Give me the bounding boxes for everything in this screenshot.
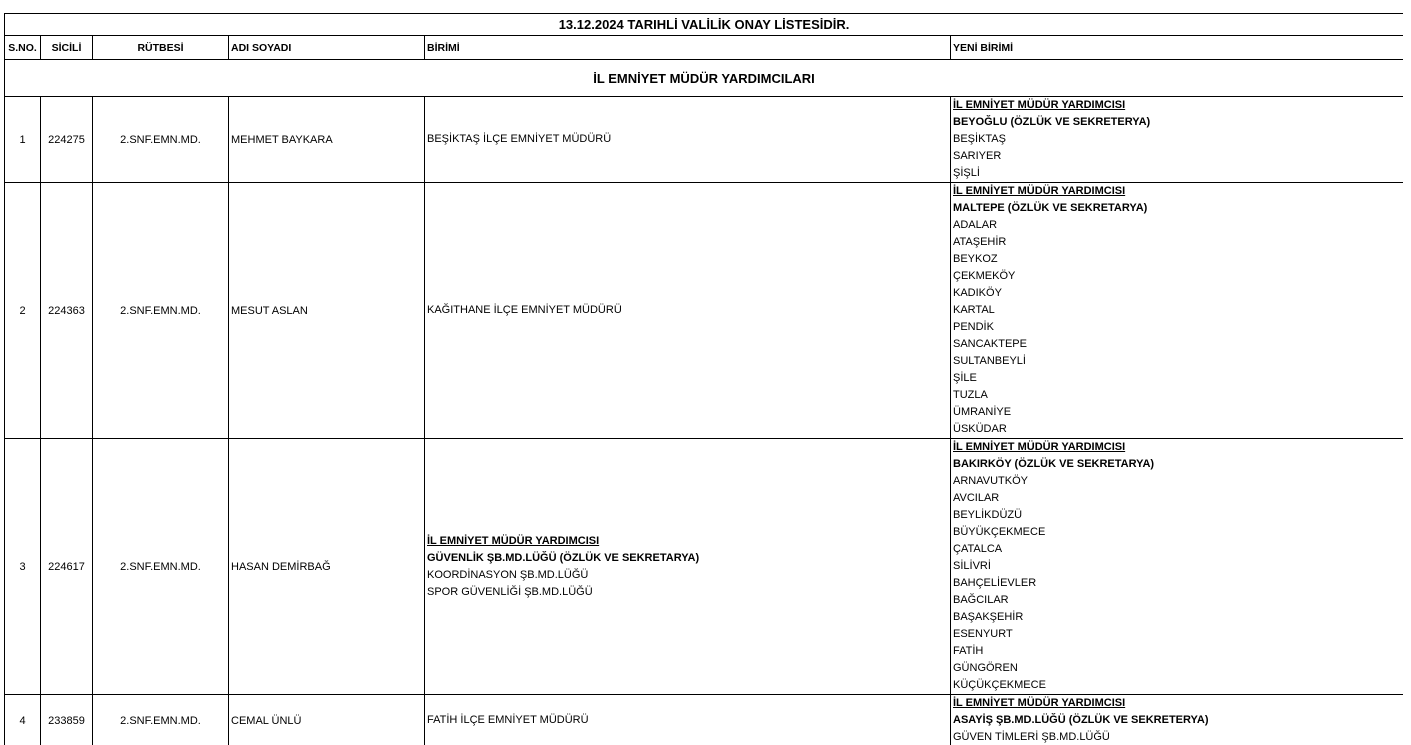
table-row — [5, 439, 1404, 695]
birim-line: KAĞITHANE İLÇE EMNİYET MÜDÜRÜ — [427, 304, 622, 316]
yeni-birim-line: ARNAVUTKÖY — [953, 475, 1028, 487]
yeni-birim-cell — [951, 97, 1404, 183]
birim-subheading: GÜVENLİK ŞB.MD.LÜĞÜ (ÖZLÜK VE SEKRETARYA) — [427, 551, 700, 564]
yeni-birim-line: BÜYÜKÇEKMECE — [953, 526, 1046, 538]
yeni-birim-line: ÇATALCA — [953, 543, 1003, 555]
column-header-yeni-birim: YENİ BİRİMİ — [951, 36, 1404, 60]
birim-line: FATİH İLÇE EMNİYET MÜDÜRÜ — [427, 714, 589, 726]
spreadsheet-sheet — [4, 13, 1403, 745]
yeni-birim-heading: İL EMNİYET MÜDÜR YARDIMCISI — [953, 697, 1126, 709]
yeni-birim-line: BEYKOZ — [953, 253, 998, 265]
yeni-birim-line: BAĞCILAR — [953, 594, 1009, 606]
sicil-cell: 224617 — [41, 439, 93, 695]
sicil-cell: 224275 — [41, 97, 93, 183]
ad-soyad-cell: MESUT ASLAN — [229, 183, 425, 439]
yeni-birim-line: KÜÇÜKÇEKMECE — [953, 679, 1046, 691]
header-row — [5, 36, 1404, 60]
yeni-birim-cell — [951, 695, 1404, 745]
yeni-birim-line: AVCILAR — [953, 492, 1000, 504]
yeni-birim-line: ATAŞEHİR — [953, 236, 1007, 248]
yeni-birim-line: ÜMRANİYE — [953, 406, 1012, 418]
rutbe-cell: 2.SNF.EMN.MD. — [93, 439, 229, 695]
yeni-birim-line: SANCAKTEPE — [953, 338, 1027, 350]
column-header-sicil: SİCİLİ — [41, 36, 93, 60]
column-header-birim: BİRİMİ — [425, 36, 951, 60]
yeni-birim-line: ÇEKMEKÖY — [953, 270, 1016, 282]
section-row — [5, 60, 1404, 97]
yeni-birim-line: KARTAL — [953, 304, 995, 316]
yeni-birim-line: SİLİVRİ — [953, 560, 991, 572]
yeni-birim-cell — [951, 439, 1404, 695]
yeni-birim-line: PENDİK — [953, 321, 994, 333]
birim-line: SPOR GÜVENLİĞİ ŞB.MD.LÜĞÜ — [427, 585, 593, 598]
birim-cell — [425, 97, 951, 183]
yeni-birim-line: ESENYURT — [953, 628, 1013, 640]
section-title: İL EMNİYET MÜDÜR YARDIMCILARI — [5, 60, 1404, 97]
yeni-birim-subheading: ASAYİŞ ŞB.MD.LÜĞÜ (ÖZLÜK VE SEKRETERYA) — [953, 714, 1209, 726]
sicil-cell: 233859 — [41, 695, 93, 745]
yeni-birim-line: KADIKÖY — [953, 287, 1002, 299]
yeni-birim-subheading: BEYOĞLU (ÖZLÜK VE SEKRETERYA) — [953, 116, 1151, 128]
ad-soyad-cell: CEMAL ÜNLÜ — [229, 695, 425, 745]
column-header-ad-soyad: ADI SOYADI — [229, 36, 425, 60]
birim-cell — [425, 183, 951, 439]
table-row — [5, 695, 1404, 745]
yeni-birim-heading: İL EMNİYET MÜDÜR YARDIMCISI — [953, 185, 1126, 197]
yeni-birim-line: FATİH — [953, 645, 984, 657]
yeni-birim-line: BEŞİKTAŞ — [953, 133, 1006, 145]
birim-line: KOORDİNASYON ŞB.MD.LÜĞÜ — [427, 568, 589, 581]
ad-soyad-cell: HASAN DEMİRBAĞ — [229, 439, 425, 695]
yeni-birim-line: SARIYER — [953, 150, 1002, 162]
yeni-birim-line: ŞİLE — [953, 372, 977, 384]
yeni-birim-line: BEYLİKDÜZÜ — [953, 509, 1023, 521]
ad-soyad-cell: MEHMET BAYKARA — [229, 97, 425, 183]
yeni-birim-line: ADALAR — [953, 219, 998, 231]
yeni-birim-line: GÜVEN TİMLERİ ŞB.MD.LÜĞÜ — [953, 731, 1110, 743]
yeni-birim-heading: İL EMNİYET MÜDÜR YARDIMCISI — [953, 441, 1126, 453]
yeni-birim-line: BAHÇELİEVLER — [953, 577, 1037, 589]
yeni-birim-heading: İL EMNİYET MÜDÜR YARDIMCISI — [953, 99, 1126, 111]
yeni-birim-subheading: BAKIRKÖY (ÖZLÜK VE SEKRETARYA) — [953, 458, 1155, 470]
list-title: 13.12.2024 TARIHLİ VALİLİK ONAY LİSTESİDİR. — [5, 14, 1404, 36]
yeni-birim-line: ÜSKÜDAR — [953, 423, 1007, 435]
yeni-birim-line: GÜNGÖREN — [953, 662, 1018, 674]
sno-cell: 2 — [5, 183, 41, 439]
rutbe-cell: 2.SNF.EMN.MD. — [93, 695, 229, 745]
birim-heading: İL EMNİYET MÜDÜR YARDIMCISI — [427, 534, 600, 547]
sno-cell: 3 — [5, 439, 41, 695]
approval-list-table — [4, 13, 1403, 745]
sno-cell: 1 — [5, 97, 41, 183]
birim-cell — [425, 695, 951, 745]
yeni-birim-line: TUZLA — [953, 389, 988, 401]
sno-cell: 4 — [5, 695, 41, 745]
title-row — [5, 14, 1404, 36]
birim-line: BEŞİKTAŞ İLÇE EMNİYET MÜDÜRÜ — [427, 133, 612, 145]
yeni-birim-cell — [951, 183, 1404, 439]
column-header-sno: S.NO. — [5, 36, 41, 60]
yeni-birim-line: ŞİŞLİ — [953, 167, 980, 179]
sicil-cell: 224363 — [41, 183, 93, 439]
table-row — [5, 183, 1404, 439]
yeni-birim-line: SULTANBEYLİ — [953, 355, 1026, 367]
birim-cell — [425, 439, 951, 695]
rutbe-cell: 2.SNF.EMN.MD. — [93, 183, 229, 439]
yeni-birim-line: BAŞAKŞEHİR — [953, 611, 1024, 623]
yeni-birim-subheading: MALTEPE (ÖZLÜK VE SEKRETARYA) — [953, 202, 1148, 214]
table-row — [5, 97, 1404, 183]
rutbe-cell: 2.SNF.EMN.MD. — [93, 97, 229, 183]
column-header-rutbe: RÜTBESİ — [93, 36, 229, 60]
